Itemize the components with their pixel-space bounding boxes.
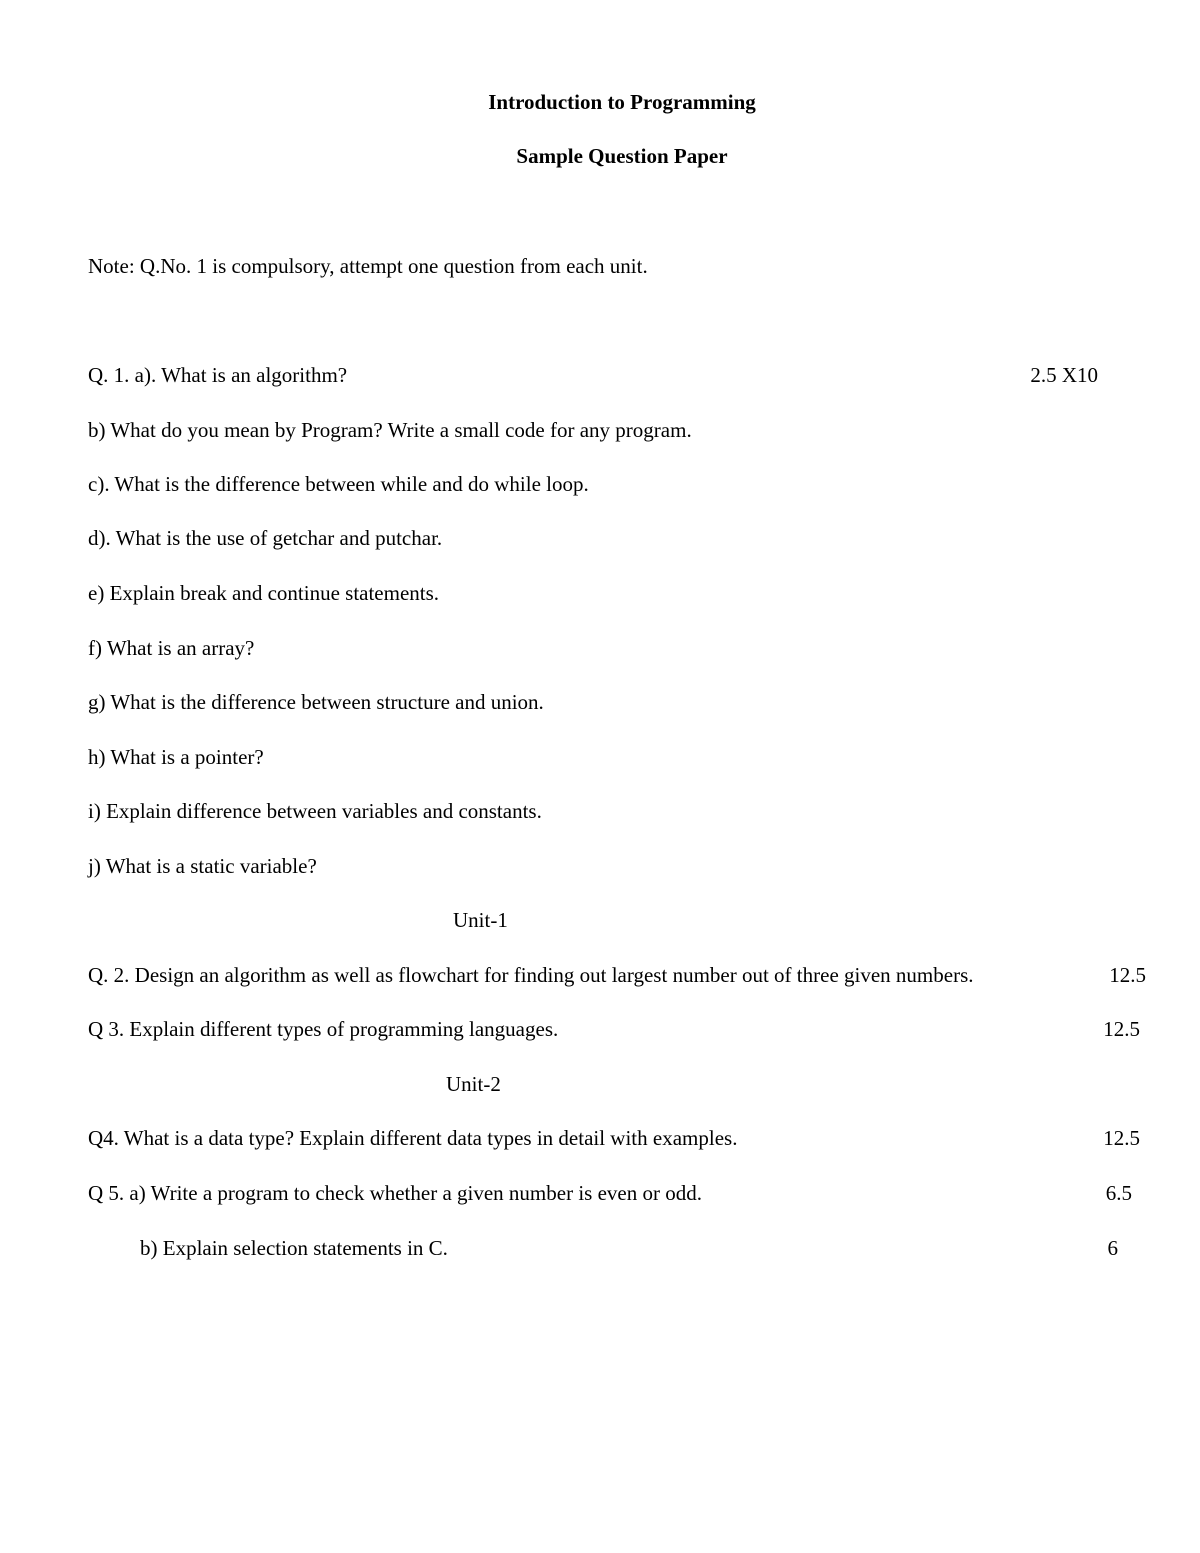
q5b-marks: 6 xyxy=(1107,1236,1118,1260)
q1-part-c: c). What is the difference between while and do while loop. xyxy=(88,472,589,496)
instruction-note: Note: Q.No. 1 is compulsory, attempt one question from each unit. xyxy=(88,254,648,278)
q1-part-i: i) Explain difference between variables and constants. xyxy=(88,799,542,823)
q4-text: Q4. What is a data type? Explain different data types in detail with examples. xyxy=(88,1126,738,1150)
unit-2-heading: Unit-2 xyxy=(446,1072,501,1096)
q3-marks: 12.5 xyxy=(1103,1017,1140,1041)
q1-part-b: b) What do you mean by Program? Write a small code for any program. xyxy=(88,418,692,442)
q1-marks: 2.5 X10 xyxy=(1030,363,1098,387)
q3-text: Q 3. Explain different types of programming languages. xyxy=(88,1017,559,1041)
q1-part-j: j) What is a static variable? xyxy=(88,854,317,878)
q1-part-d: d). What is the use of getchar and putchar. xyxy=(88,526,443,550)
q2-marks: 12.5 xyxy=(1109,963,1146,987)
paper-subtitle: Sample Question Paper xyxy=(516,144,728,168)
q5-part-a: Q 5. a) Write a program to check whether a given number is even or odd. xyxy=(88,1181,702,1205)
q1-part-e: e) Explain break and continue statements. xyxy=(88,581,440,605)
q1-part-h: h) What is a pointer? xyxy=(88,745,264,769)
q2-text: Q. 2. Design an algorithm as well as flowchart for finding out largest number out of three given numbers. xyxy=(88,963,974,987)
paper-title: Introduction to Programming xyxy=(488,90,756,114)
q1-part-a: Q. 1. a). What is an algorithm? xyxy=(88,363,348,387)
q1-part-f: f) What is an array? xyxy=(88,636,255,660)
q4-marks: 12.5 xyxy=(1103,1126,1140,1150)
unit-1-heading: Unit-1 xyxy=(453,908,508,932)
q5-part-b: b) Explain selection statements in C. xyxy=(140,1236,448,1260)
q1-part-g: g) What is the difference between structure and union. xyxy=(88,690,544,714)
q5a-marks: 6.5 xyxy=(1105,1181,1132,1205)
